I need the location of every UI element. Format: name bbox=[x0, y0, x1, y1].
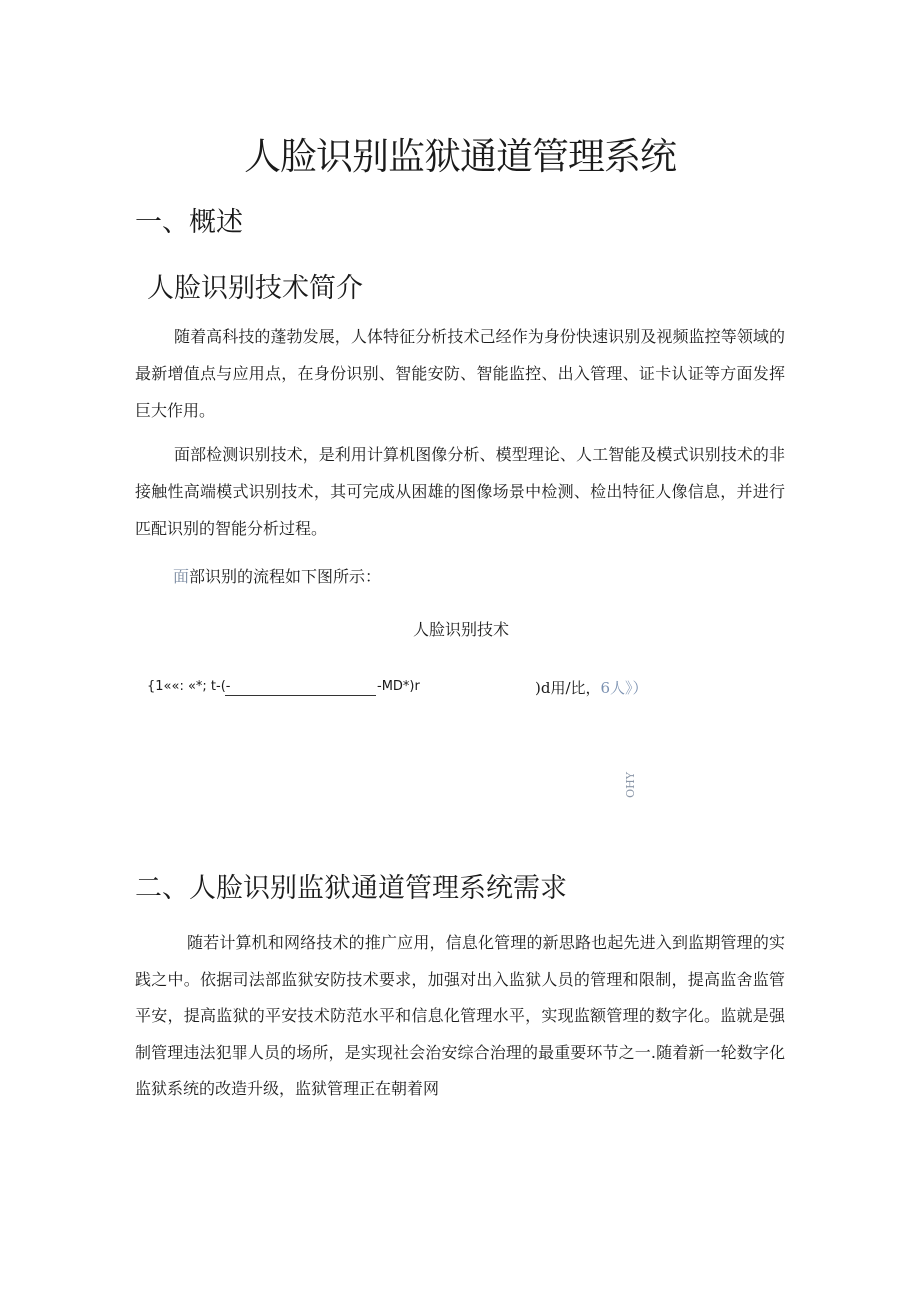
flow-diagram-right-label-a: )d用/比， bbox=[535, 679, 601, 697]
flow-diagram-right-label bbox=[535, 677, 648, 698]
flow-diagram-right-label-b: 6人》） bbox=[600, 679, 648, 697]
paragraph-flow-intro-text: 部识别的流程如下图所示： bbox=[189, 567, 382, 586]
paragraph-intro-2: 面部检测识别技术，是利用计算机图像分析、模型理论、人工智能及模式识别技术的非接触性高端模式识别技术，其可完成从困雄的图像场景中检测、检出特征人像信息，并进行匹配识别的智能分析过程。 bbox=[135, 445, 785, 538]
paragraph-flow-intro bbox=[173, 564, 381, 587]
subsection-heading-face-recognition-intro: 人脸识别技术简介 bbox=[147, 273, 363, 304]
flow-diagram-connector-line bbox=[225, 695, 376, 696]
paragraph-flow-intro-first-char: 面 bbox=[173, 567, 190, 586]
flow-diagram-mid-label: -MD*)r bbox=[377, 679, 420, 694]
figure-vertical-mark: OHY bbox=[624, 772, 637, 798]
document-title: 人脸识别监狱通道管理系统 bbox=[244, 135, 676, 178]
section-heading-overview: 一、概述 bbox=[135, 207, 243, 238]
paragraph-requirements-1: 随若计算机和网络技术的推广应用，信息化管理的新思路也起先进入到监期管理的实践之中。依据司法部监狱安防技术要求，加强对出入监狱人员的管理和限制，提高监舍监管平安，提高监狱的平安技术防范水平和信息化管理水平，实现监额管理的数字化。监就是强制管理违法犯罪人员的场所，是实现社会治安综合治理的最重要环节之一.随着新一轮数字化监狱系统的改造升级，监狱管理正在朝着网 bbox=[135, 933, 785, 1098]
figure-caption: 人脸识别技术 bbox=[412, 620, 509, 639]
flow-diagram-left-label: {1««: «*; t-(- bbox=[147, 679, 231, 694]
flow-diagram-row bbox=[147, 677, 667, 701]
paragraph-intro-1: 随着高科技的蓬勃发展，人体特征分析技术己经作为身份快速识别及视频监控等领域的最新增值点与应用点，在身份识别、智能安防、智能监控、出入管理、证卡认证等方面发挥巨大作用。 bbox=[135, 327, 785, 420]
section-heading-requirements: 二、人脸识别监狱通道管理系统需求 bbox=[135, 873, 567, 904]
